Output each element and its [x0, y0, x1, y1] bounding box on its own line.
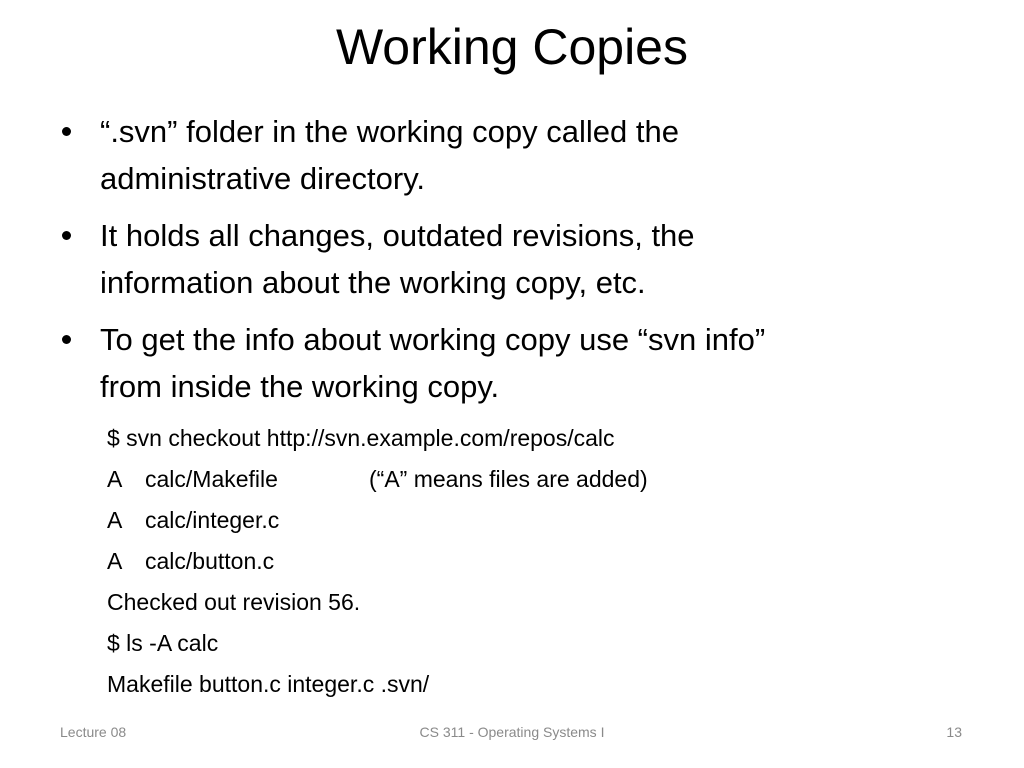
footer-lecture-label: Lecture 08	[60, 724, 127, 740]
checkout-command: $ svn checkout http://svn.example.com/repos/calc	[107, 425, 615, 451]
added-marker: A	[107, 507, 123, 533]
bullet-item-svn-folder	[60, 108, 960, 202]
bullet-text-line: To get the info about working copy use “svn info”	[100, 322, 766, 357]
added-marker: A	[107, 548, 123, 574]
bullet-list	[60, 108, 960, 420]
ls-command: $ ls -A calc	[107, 630, 219, 656]
bullet-text-line: information about the working copy, etc.	[100, 265, 646, 300]
added-file-path: calc/integer.c	[145, 507, 280, 533]
footer-course-title: CS 311 - Operating Systems I	[419, 724, 605, 740]
added-file-path: calc/button.c	[145, 548, 275, 574]
added-file-line	[107, 500, 648, 541]
bullet-dot-icon	[62, 335, 71, 344]
bullet-dot-icon	[62, 127, 71, 136]
added-file-path: calc/Makefile	[145, 466, 278, 492]
added-note: (“A” means files are added)	[369, 466, 648, 492]
added-marker: A	[107, 466, 123, 492]
added-file-line	[107, 541, 648, 582]
footer-page-number: 13	[946, 724, 962, 740]
bullet-text-line: “.svn” folder in the working copy called the	[100, 114, 679, 149]
bullet-item-holds-changes	[60, 212, 960, 306]
bullet-text-line: from inside the working copy.	[100, 369, 500, 404]
checked-out-message: Checked out revision 56.	[107, 589, 361, 615]
bullet-item-svn-info	[60, 316, 960, 410]
added-file-line	[107, 459, 648, 500]
terminal-example	[107, 418, 648, 705]
bullet-dot-icon	[62, 231, 71, 240]
bullet-text-line: administrative directory.	[100, 161, 426, 196]
slide-title: Working Copies	[335, 19, 688, 75]
bullet-text-line: It holds all changes, outdated revisions, the	[100, 218, 695, 253]
ls-output: Makefile button.c integer.c .svn/	[107, 671, 430, 697]
